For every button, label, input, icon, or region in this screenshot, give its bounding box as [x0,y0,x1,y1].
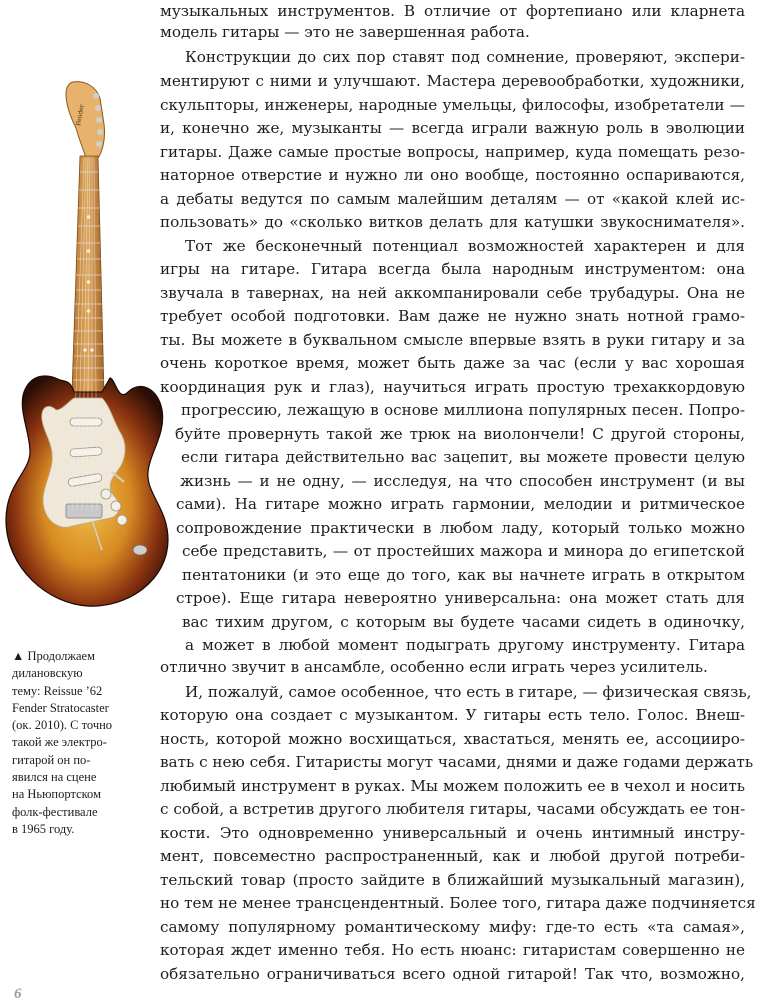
text-line: с собой, а встретив другого любителя гитары, часами обсуждать ее тон- [160,800,746,818]
text-line: сопровождение практически в любом ладу, который только можно [176,519,745,537]
text-line: кости. Это одновременно универсальный и очень интимный инстру- [160,824,745,842]
caption-line: в 1965 году. [12,821,75,836]
text-line: обязательно ограничиваться всего одной гитарой! Так что, возможно, [160,965,745,983]
text-line: самому популярному романтическому мифу: где-то есть «та самая», [160,918,745,936]
text-line: пентатоники (и это еще до того, как вы начнете играть в открытом [182,566,745,584]
text-line: вас тихим другом, с которым вы будете часами сидеть в одиночку, [182,613,745,631]
text-line: если гитара действительно вас зацепит, вы можете провести целую [181,448,745,466]
text-line: а может в любой момент подыграть другому инструменту. Гитара [185,636,745,654]
text-line: сами). На гитаре можно играть гармонии, мелодии и ритмическое [176,495,745,513]
text-line: скульпторы, инженеры, народные умельцы, философы, изобретатели — [160,96,745,114]
text-line: тельский товар (просто зайдите в ближайший музыкальный магазин), [160,871,745,889]
text-line: звучала в тавернах, на ней аккомпанировали себе трубадуры. Она не [160,284,745,302]
caption-line: (ок. 2010). С точно [12,718,113,733]
caption-line: такой же электро- [12,735,107,750]
text-line: которую она создает с музыкантом. У гитары есть тело. Голос. Внеш- [160,706,745,724]
caption-line: фолк-фестивале [12,804,98,819]
text-line: прогрессию, лежащую в основе миллиона популярных песен. Попро- [181,401,745,419]
text-line: очень короткое время, может быть даже за час (если у вас хорошая [160,354,745,372]
caption-line: явился на сцене [12,770,97,785]
text-line: но тем не менее трансцендентный. Более того, гитара даже подчиняется [160,894,756,912]
caption-line: на Ньюпортском [12,787,101,802]
svg-text:Fender: Fender [75,103,86,127]
caption-line: дилановскую [12,666,83,681]
text-line: а дебаты ведутся по самым малейшим деталям — от «какой клей ис- [160,190,745,208]
caption-line: ▲ Продолжаем [12,649,95,663]
text-line: вать с нею себя. Гитаристы могут часами, днями и даже годами держать [160,753,754,771]
text-line: которая ждет именно тебя. Но есть нюанс: гитаристам совершенно не [160,941,745,959]
text-line: наторное отверстие и нужно ли оно вообще, постоянно оспариваются, [160,166,745,184]
text-line: ты. Вы можете в буквальном смысле впервые взять в руки гитару и за [160,331,745,349]
text-line: Конструкции до сих пор ставят под сомнение, проверяют, экспери- [185,48,745,66]
text-line: строе). Еще гитара невероятно универсальна: она может стать для [176,589,745,607]
caption-line: гитарой он по- [12,752,91,767]
text-line: модель гитары — это не завершенная работа. [160,23,530,41]
text-line: буйте провернуть такой же трюк на виолончели! С другой стороны, [175,425,745,443]
caption-line: Fender Stratocaster [12,700,109,715]
text-line: и, конечно же, музыканты — всегда играли важную роль в эволюции [160,119,745,137]
text-line: ментируют с ними и улучшают. Мастера деревообработки, художники, [160,72,745,90]
text-line: ность, которой можно восхищаться, хвастаться, менять ее, ассоцииро- [160,730,745,748]
photo-caption [12,648,152,838]
stratocaster-guitar-photo [0,80,176,620]
text-line: Тот же бесконечный потенциал возможностей характерен и для [185,237,745,255]
text-line: требует особой подготовки. Вам даже не нужно знать нотной грамо- [160,307,745,325]
text-line: мент, повсеместно распространенный, как и любой другой потреби- [160,847,745,865]
text-line: жизнь — и не одну, — исследуя, на что способен инструмент (и вы [180,472,745,490]
text-line: музыкальных инструментов. В отличие от фортепиано или кларнета [160,2,745,20]
text-line: себе представить, — от простейших мажора и минора до египетской [182,542,745,560]
text-line: игры на гитаре. Гитара всегда была народным инструментом: она [160,260,745,278]
text-line: отлично звучит в ансамбле, особенно если играть через усилитель. [160,658,708,676]
page-number: 6 [14,986,22,1002]
text-line: пользовать» до «сколько витков делать для катушки звукоснимателя». [160,213,745,231]
text-line: И, пожалуй, самое особенное, что есть в гитаре, — физическая связь, [185,683,752,701]
caption-line: тему: Reissue ’62 [12,683,103,698]
text-line: любимый инструмент в руках. Мы можем положить ее в чехол и носить [160,777,745,795]
text-line: гитары. Даже самые простые вопросы, например, куда помещать резо- [160,143,745,161]
text-line: координация рук и глаз), научиться играть простую трехаккордовую [160,378,745,396]
